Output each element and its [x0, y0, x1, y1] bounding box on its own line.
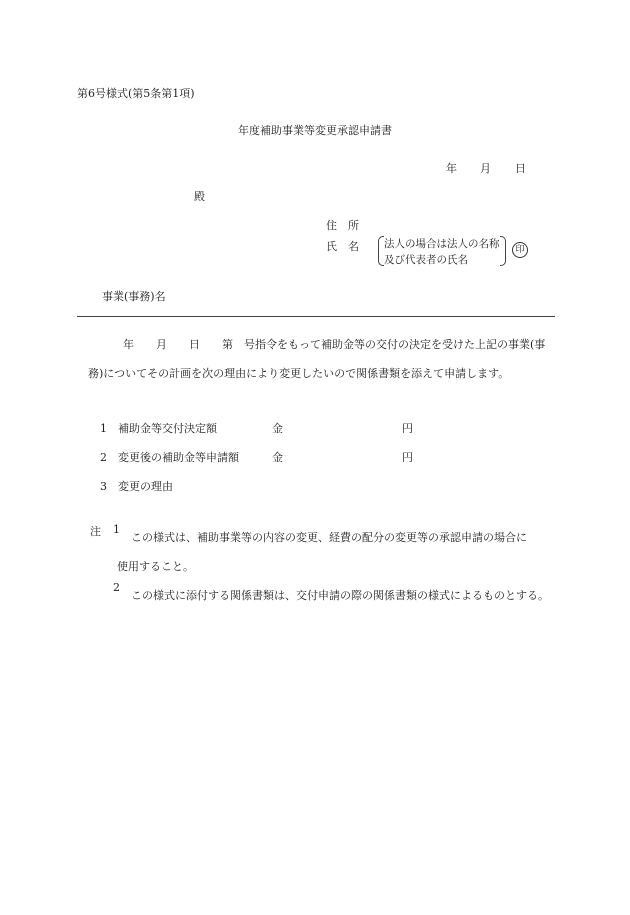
- note-2-number: 2: [113, 581, 120, 594]
- project-name-label: 事業(事務)名: [102, 290, 166, 303]
- page-title: 年度補助事業等変更承認申請書: [238, 124, 392, 137]
- date-year-label: 年: [446, 162, 457, 175]
- date-month-label: 月: [480, 162, 491, 175]
- item-2-number: 2: [100, 451, 107, 464]
- item-2-kin: 金: [272, 451, 283, 464]
- form-number: 第6号様式(第5条第1項): [77, 87, 195, 100]
- item-2-en: 円: [402, 451, 413, 464]
- item-1-number: 1: [100, 422, 107, 435]
- note-1-number: 1: [113, 523, 120, 536]
- note-1-line2: 使用すること。: [117, 560, 194, 573]
- address-label: 住 所: [326, 219, 359, 232]
- addressee-suffix: 殿: [194, 190, 205, 203]
- bracket-right: [500, 236, 506, 266]
- item-3-number: 3: [100, 480, 107, 493]
- divider-line: [77, 316, 555, 317]
- name-label: 氏 名: [326, 240, 359, 253]
- date-day-label: 日: [515, 162, 526, 175]
- notes-label: 注: [90, 525, 101, 538]
- applicant-name-note: [384, 236, 500, 268]
- note-2-text: この様式に添付する関係書類は、交付申請の際の関係書類の様式によるものとする。: [131, 589, 549, 602]
- note-1-line1: この様式は、補助事業等の内容の変更、経費の配分の変更等の承認申請の場合に: [131, 531, 527, 544]
- item-2: [100, 449, 239, 465]
- item-1-kin: 金: [272, 422, 283, 435]
- seal-mark: 印: [512, 242, 528, 258]
- item-1-label: 補助金等交付決定額: [118, 422, 217, 435]
- item-1-en: 円: [402, 422, 413, 435]
- item-3-label: 変更の理由: [118, 480, 173, 493]
- item-1: [100, 420, 217, 436]
- note-1-text: [117, 523, 555, 581]
- body-paragraph: 年 月 日 第 号指令をもって補助金等の交付の決定を受けた上記の事業(事務)についてその計画を次の理由により変更したいので関係書類を添えて申請します。: [88, 338, 546, 380]
- item-3: [100, 478, 173, 494]
- applicant-name-note-line2: 及び代表者の氏名: [384, 254, 468, 266]
- applicant-name-note-line1: 法人の場合は法人の名称: [384, 238, 500, 250]
- item-2-label: 変更後の補助金等申請額: [118, 451, 239, 464]
